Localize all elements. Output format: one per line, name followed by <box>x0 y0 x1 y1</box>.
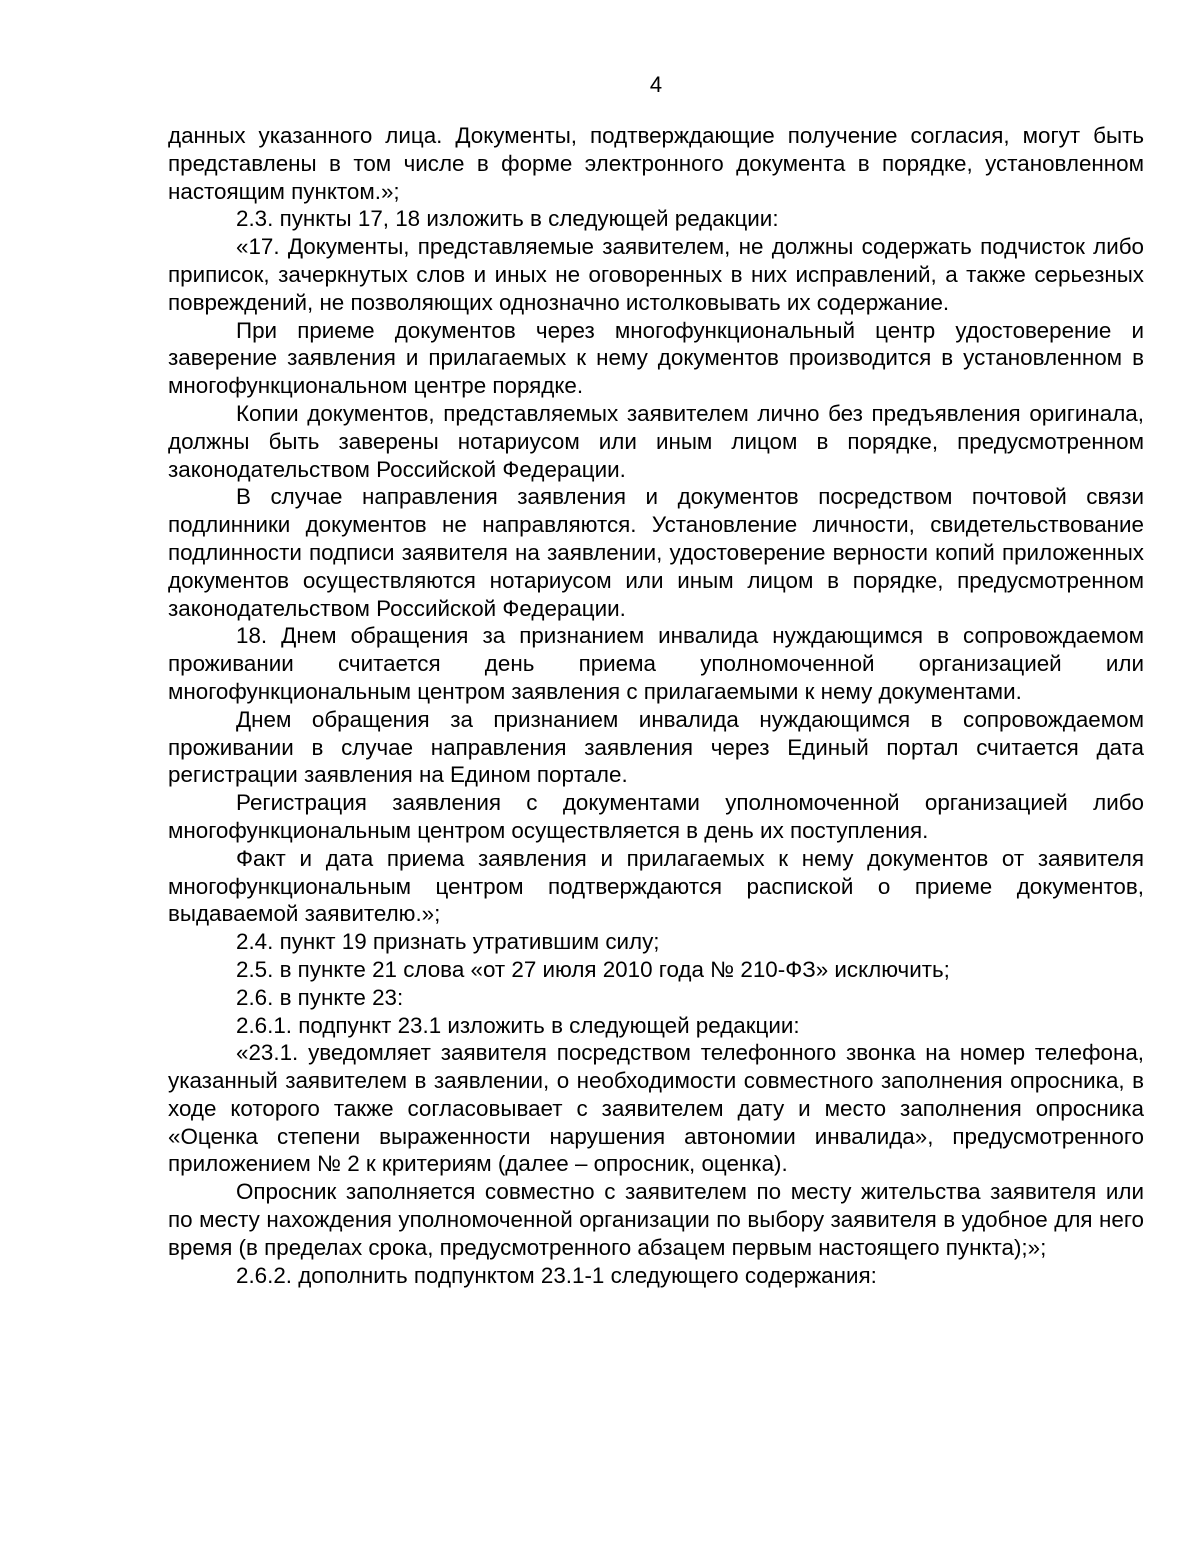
paragraph-registration: Регистрация заявления с документами уполномоченной организацией либо многофункциональным центром осуществляется в день их поступления. <box>168 790 1144 843</box>
paragraph-point-17: «17. Документы, представляемые заявителем, не должны содержать подчисток либо приписок, зачеркнутых слов и иных не оговоренных в них исправлений, а также серьезных повреждений, не позволяющих однозначно истолковывать их содержание. <box>168 234 1144 315</box>
paragraph-item-2-6: 2.6. в пункте 23: <box>236 984 404 1010</box>
paragraph-mfc-certification: При приеме документов через многофункциональный центр удостоверение и заверение заявления и прилагаемых к нему документов производится в установленном в многофункциональном центре порядке. <box>168 317 1144 399</box>
page-number: 4 <box>649 72 663 97</box>
paragraph-postal-submission: В случае направления заявления и документов посредством почтовой связи подлинники документов не направляются. Установление личности, свидетельствование подлинности подписи заявителя на заявлении, удостоверение верности копий приложенных документов осуществляются нотариусом или иным лицом в порядке, предусмотренном законодательством Российской Федерации. <box>168 484 1144 621</box>
paragraph-item-2-6-1: 2.6.1. подпункт 23.1 изложить в следующей редакции: <box>236 1012 800 1038</box>
paragraph-receipt: Факт и дата приема заявления и прилагаемых к нему документов от заявителя многофункциональным центром подтверждаются распиской о приеме документов, выдаваемой заявителю.»; <box>168 845 1144 927</box>
paragraph-item-2-5: 2.5. в пункте 21 слова «от 27 июля 2010 года № 210-ФЗ» исключить; <box>236 956 950 982</box>
paragraph-consent-continuation: данных указанного лица. Документы, подтверждающие получение согласия, могут быть представлены в том числе в форме электронного документа в порядке, установленном настоящим пунктом.»; <box>168 123 1144 204</box>
paragraph-questionnaire: Опросник заполняется совместно с заявителем по месту жительства заявителя или по месту нахождения уполномоченной организации по выбору заявителя в удобное для него время (в пределах срока, предусмотренного абзацем первым настоящего пункта);»; <box>168 1179 1144 1260</box>
paragraph-unified-portal-date: Днем обращения за признанием инвалида нуждающимся в сопровождаемом проживании в случае направления заявления через Единый портал считается дата регистрации заявления на Едином портале. <box>168 706 1144 788</box>
paragraph-point-18: 18. Днем обращения за признанием инвалида нуждающимся в сопровождаемом проживании считается день приема уполномоченной организацией или многофункциональным центром заявления с прилагаемыми к нему документами. <box>168 623 1144 704</box>
paragraph-item-2-6-2: 2.6.2. дополнить подпунктом 23.1-1 следующего содержания: <box>236 1262 877 1288</box>
paragraph-item-2-4: 2.4. пункт 19 признать утратившим силу; <box>236 929 660 955</box>
paragraph-copies-certification: Копии документов, представляемых заявителем лично без предъявления оригинала, должны быть заверены нотариусом или иным лицом в порядке, предусмотренном законодательством Российской Федерации. <box>168 400 1144 482</box>
document-body <box>168 122 1144 1289</box>
paragraph-subpoint-23-1: «23.1. уведомляет заявителя посредством телефонного звонка на номер телефона, указанный заявителем в заявлении, о необходимости совместного заполнения опросника, в ходе которого также согласовывает с заявителем дату и место заполнения опросника «Оценка степени выраженности нарушения автономии инвалида», предусмотренного приложением № 2 к критериям (далее – опросник, оценка). <box>168 1040 1144 1177</box>
paragraph-item-2-3: 2.3. пункты 17, 18 изложить в следующей редакции: <box>236 206 779 232</box>
